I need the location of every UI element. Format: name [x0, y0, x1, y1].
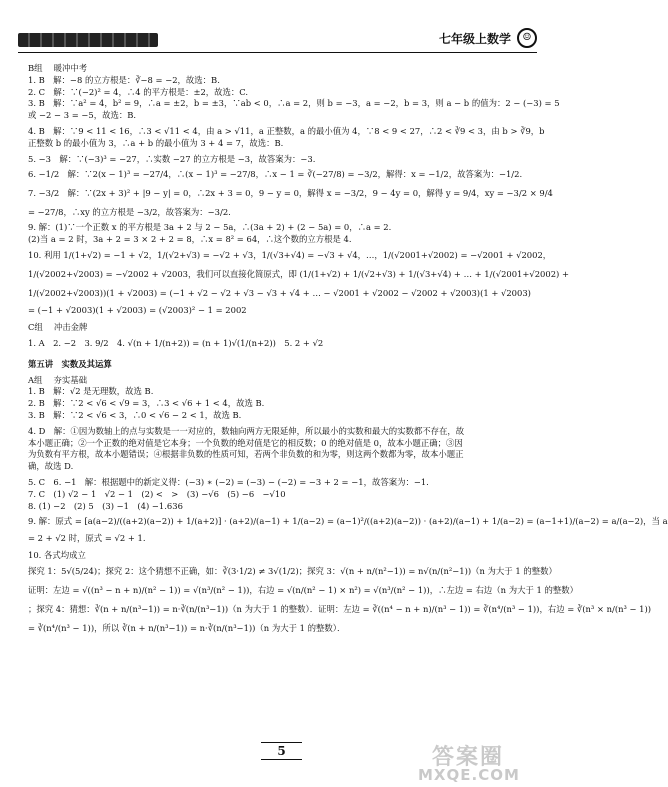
header-title: 七年级上数学 — [438, 32, 511, 46]
text-line: 探究 1：5√(5/24)；探究 2：这个猜想不正确，如：∛(3·1/2) ≠ 3√(1/2)；探究 3：√(n + n/(n²−1)) = n√(n/(n²−1))（n 为大于 1 的整数） — [28, 566, 557, 577]
text-line: 确，故选 D. — [28, 461, 74, 472]
text-line: 2. C 解：∵(−2)² = 4，∴4 的平方根是：±2，故选：C. — [28, 86, 249, 97]
text-line: 10. 各式均成立 — [28, 550, 86, 561]
text-line: (2)当 a = 2 时，3a + 2 = 3 × 2 + 2 = 8，∴x = 8² = 64，∴这个数的立方根是 4. — [28, 234, 352, 245]
text-line: = −27/8，∴xy 的立方根是 −3/2，故答案为：−3/2. — [28, 207, 231, 218]
text-line: A组 夯实基础 — [28, 374, 87, 385]
page-number: 5 — [261, 742, 301, 760]
text-line: = 2 + √2 时，原式 = √2 + 1. — [28, 533, 146, 544]
text-line: 9. 解：(1)∵一个正数 x 的平方根是 3a + 2 与 2 − 5a，∴(3a + 2) + (2 − 5a) = 0，∴a = 2. — [28, 222, 392, 233]
text-line: ；探究 4：猜想：∛(n + n/(n³−1)) = n·∛(n/(n³−1))（n 为大于 1 的整数）．证明：左边 = ∛((n⁴ − n + n)/(n³ − 1)) = ∛(n⁴/(n³ − 1))，右边 = ∛(n³ × n/(n³ − 1)) — [28, 604, 652, 615]
text-line: 正整数 b 的最小值为 3，∴a + b 的最小值为 3 + 4 = 7，故选：B. — [28, 137, 284, 148]
watermark — [418, 740, 548, 784]
text-line: 2. B 解：∵2 < √6 < √9 = 3，∴3 < √6 + 1 < 4，故选 B. — [28, 398, 265, 409]
text-line: = ∛(n⁴/(n³ − 1))，所以 ∛(n + n/(n³−1)) = n·∛(n/(n³−1))（n 为大于 1 的整数）． — [28, 623, 346, 634]
header-rule — [18, 52, 537, 53]
text-line: 6. −1/2 解：∵2(x − 1)³ = −27/4，∴(x − 1)³ = −27/8，∴x − 1 = ∛(−27/8) = −3/2，解得：x = −1/2，故答案为：−1/2. — [28, 169, 523, 180]
text-line: 1. B 解：√2 是无理数，故选 B. — [28, 386, 154, 397]
watermark-text: 答案圈 — [432, 745, 505, 770]
text-line: 4. D 解：①因为数轴上的点与实数是一一对应的，数轴向两方无限延伸，所以最小的实数和最大的实数都不存在，故 — [28, 425, 465, 436]
page-header — [0, 28, 563, 54]
text-line: 1. B 解：−8 的立方根是：∛−8 = −2，故选：B. — [28, 74, 220, 85]
series-banner-graphic — [18, 33, 158, 47]
text-line: 4. B 解：∵9 < 11 < 16，∴3 < √11 < 4，由 a > √11，a 正整数，a 的最小值为 4，∵8 < 9 < 27，∴2 < ∛9 < 3，由 b > ∛9，b — [28, 125, 545, 136]
text-line: 3. B 解：∵2 < √6 < 3，∴0 < √6 − 2 < 1，故选 B. — [28, 409, 242, 420]
text-line: 7. C (1) √2 − 1 √2 − 1 (2) < > (3) −√6 (5) −6 −√10 — [28, 488, 286, 499]
text-line: 1/(√2002+√2003) = −√2002 + √2003，我们可以直接化简原式，即 (1/(1+√2) + 1/(√2+√3) + 1/(√3+√4) + … + 1/(√2001+√2002) + — [28, 268, 569, 279]
text-line: C组 冲击金牌 — [28, 321, 88, 332]
answer-text-body — [28, 62, 668, 638]
text-line: 3. B 解：∵a² = 4，b² = 9，∴a = ±2，b = ±3，∵ab < 0，∴a = 2，则 b = −3，a = −2，b = 3，则 a − b 的值为：2 − (−3) = 5 — [28, 98, 560, 109]
publisher-logo-icon: ☺ — [517, 28, 537, 48]
text-line: 5. C 6. −1 解：根据题中的新定义得：(−3) ∗ (−2) = (−3) − (−2) = −3 + 2 = −1，故答案为：−1. — [28, 476, 429, 487]
text-line: 8. (1) −2 (2) 5 (3) −1 (4) −1.636 — [28, 500, 183, 511]
watermark-url: MXQE.COM — [418, 766, 520, 784]
text-line: 10. 利用 1/(1+√2) = −1 + √2，1/(√2+√3) = −√2 + √3，1/(√3+√4) = −√3 + √4，…，1/(√2001+√2002) = −√2001 + √2002， — [28, 249, 552, 260]
text-line: 5. −3 解：∵(−3)³ = −27，∴实数 −27 的立方根是 −3，故答案为：−3. — [28, 153, 316, 164]
text-line: 1. A 2. −2 3. 9/2 4. √(n + 1/(n+2)) = (n + 1)√(1/(n+2)) 5. 2 + √2 — [28, 337, 324, 348]
text-line: 证明：左边 = √((n³ − n + n)/(n² − 1)) = √(n³/(n² − 1))，右边 = √(n/(n² − 1) × n²) = √(n³/(n² − 1))，∴左边 = 右边（n 为大于 1 的整数） — [28, 585, 579, 596]
text-line: 1/(√2002+√2003))(1 + √2003) = (−1 + √2 − √2 + √3 − √3 + √4 + … − √2001 + √2002 − √2002 + √2003)(1 + √2003) — [28, 287, 531, 298]
text-line: 本小题正确；②一个正数的绝对值是它本身；一个负数的绝对值是它的相反数；0 的绝对值是 0，故本小题正确；③因 — [28, 437, 463, 448]
text-line: 9. 解：原式 = [a(a−2)/((a+2)(a−2)) + 1/(a+2)] · (a+2)/(a−1) + 1/(a−2) = (a−1)²/((a+2)(a−2)) · (a+2)/(a−1) + 1/(a−2) = (a−1+1)/(a−2) = a/(a−2)，当 a — [28, 516, 668, 527]
text-line: 7. −3/2 解：∵(2x + 3)² + |9 − y| = 0，∴2x + 3 = 0，9 − y = 0，解得 x = −3/2，9 − 4y = 0，解得 y = 9/4，xy = −3/2 × 9/4 — [28, 188, 553, 199]
text-line: = (−1 + √2003)(1 + √2003) = (√2003)² − 1 = 2002 — [28, 304, 247, 315]
text-line: 第五讲 实数及其运算 — [28, 358, 112, 369]
text-line: B组 暖冲中考 — [28, 63, 88, 73]
text-line: 或 −2 − 3 = −5，故选：B. — [28, 110, 137, 121]
text-line: 为负数有平方根，故本小题错误；④根据非负数的性质可知，若两个非负数的和为零，则这两个数都为零，故本小题正 — [28, 449, 464, 460]
